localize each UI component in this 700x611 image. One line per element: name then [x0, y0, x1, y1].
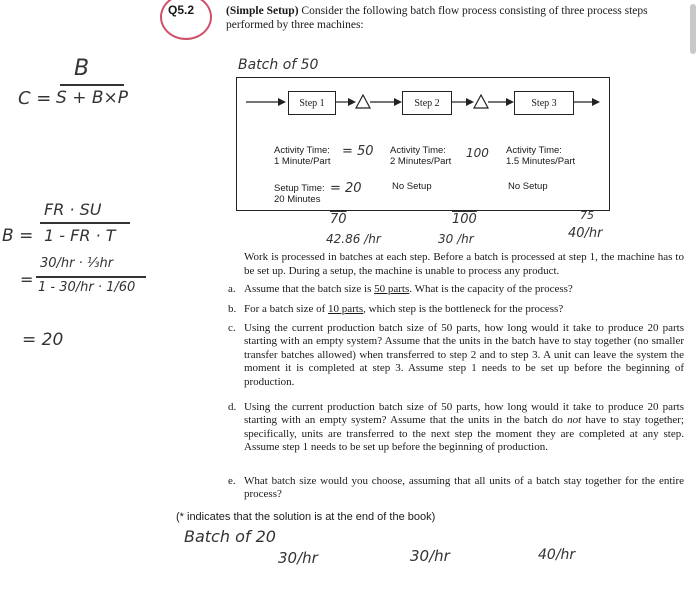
item-c-label: c.: [228, 322, 236, 334]
step1-setup: [274, 183, 325, 205]
item-b-label: b.: [228, 303, 237, 315]
item-b: [228, 303, 684, 316]
hand-step1-setup-note: = 20: [330, 181, 362, 196]
question-label: Q5.2: [168, 3, 195, 17]
item-d-post: have to stay together; specifically, units are transferred to the next step the moment they are completed at any step. Assume step 1 needs to be set up before the beginning of production.: [244, 414, 684, 454]
hand-cap3b: 40/hr: [568, 226, 603, 241]
inventory-triangle-icon: [474, 95, 488, 108]
step-3-box: Step 3: [514, 91, 574, 115]
hand-c-den: S + B×P: [56, 88, 129, 108]
hand-cap1: 70: [330, 212, 347, 227]
item-a-underlined: 50 parts: [374, 283, 410, 295]
inventory-triangle-icon: [356, 95, 370, 108]
step1-activity-line2: 1 Minute/Part: [274, 156, 331, 167]
hand-b-num: FR · SU: [44, 200, 102, 219]
hand-b-calc-num: 30/hr · ⅓hr: [40, 256, 114, 271]
step3-setup: No Setup: [508, 181, 548, 192]
item-d: [228, 401, 684, 455]
hand-b-result: = 20: [22, 330, 64, 350]
hand-b-calc-den: 1 - 30/hr · 1/60: [38, 280, 136, 295]
footnote: (* indicates that the solution is at the end of the book): [176, 511, 436, 523]
item-d-italic: not: [567, 414, 582, 427]
hand-rate-3: 40/hr: [538, 547, 576, 563]
item-a-label: a.: [228, 283, 236, 295]
arrow-out-icon: [592, 98, 600, 106]
hand-step2-note: 100: [466, 146, 489, 160]
hand-c-fraction-line: [60, 84, 124, 86]
step1-setup-line1: Setup Time:: [274, 183, 325, 194]
item-a-pre: Assume that the batch size is: [244, 283, 375, 295]
hand-rate-2: 30/hr: [410, 547, 450, 565]
step3-activity-line2: 1.5 Minutes/Part: [506, 156, 576, 167]
item-c-text: Using the current production batch size of 50 parts, how long would it take to produce 20 parts starting with an empty system? Assume that the units in the batch have to stay together (no smaller transfer batches allowed) when transferred to step 2 and to step 3. A unit can leave the system the moment it is completed at step 3. Assume step 1 needs to be set up before the beginning of production.: [244, 322, 684, 388]
hand-c-lhs: C =: [18, 88, 52, 109]
step1-setup-line2: 20 Minutes: [274, 194, 321, 205]
item-e: [228, 475, 684, 502]
step1-activity: [274, 145, 331, 167]
item-a: [228, 283, 684, 296]
hand-batch-50: Batch of 50: [238, 57, 319, 73]
hand-b-den: 1 - FR · T: [44, 226, 116, 245]
item-d-pre: Using the current production batch size of 50 parts, how long would it take to produce 20 parts starting with an empty system? Assume that the units in the batch do: [244, 401, 684, 427]
hand-cap3: 75: [580, 209, 594, 222]
step1-activity-line1: Activity Time:: [274, 145, 330, 156]
item-b-pre: For a batch size of: [244, 303, 328, 315]
item-e-label: e.: [228, 475, 236, 487]
step2-activity-line1: Activity Time:: [390, 145, 446, 156]
hand-cap2b: 30 /hr: [438, 232, 474, 246]
item-c: [228, 322, 684, 389]
step-1-box: Step 1: [288, 91, 336, 115]
step2-activity-line2: 2 Minutes/Part: [390, 156, 452, 167]
step3-activity-line1: Activity Time:: [506, 145, 562, 156]
question-title-rest: Consider the following batch flow process consisting of three process steps performed by three machines:: [226, 5, 648, 31]
item-d-label: d.: [228, 401, 237, 413]
question-title-bold: (Simple Setup): [226, 5, 299, 17]
hand-batch-20: Batch of 20: [184, 527, 276, 546]
scrollbar-track[interactable]: [688, 0, 698, 611]
hand-cap1b: 42.86 /hr: [326, 232, 381, 246]
step2-activity: [390, 145, 451, 167]
item-a-post: . What is the capacity of the process?: [409, 283, 573, 295]
intro-paragraph: Work is processed in batches at each step. Before a batch is processed at step 1, the machine has to be set up. During a setup, the machine is unable to process any product.: [244, 251, 684, 277]
item-b-underlined: 10 parts: [328, 303, 364, 315]
hand-b-eq: =: [20, 270, 34, 289]
hand-cap2: 100: [452, 212, 477, 227]
step2-setup: No Setup: [392, 181, 432, 192]
hand-step1-activity-note: = 50: [342, 144, 374, 159]
item-b-post: , which step is the bottleneck for the process?: [363, 303, 564, 315]
item-e-text: What batch size would you choose, assuming that all units of a batch stay together for the entire process?: [244, 475, 684, 501]
question-title: [226, 4, 686, 32]
hand-rate-1: 30/hr: [278, 549, 318, 567]
hand-b-lhs: B =: [2, 226, 34, 246]
arrow-in-icon: [278, 98, 286, 106]
hand-b-calc-line: [36, 276, 146, 278]
step3-activity: [506, 145, 575, 167]
hand-c-num: B: [74, 56, 90, 81]
scrollbar-thumb[interactable]: [690, 4, 696, 54]
hand-b-fraction-line: [40, 222, 130, 224]
step-2-box: Step 2: [402, 91, 452, 115]
